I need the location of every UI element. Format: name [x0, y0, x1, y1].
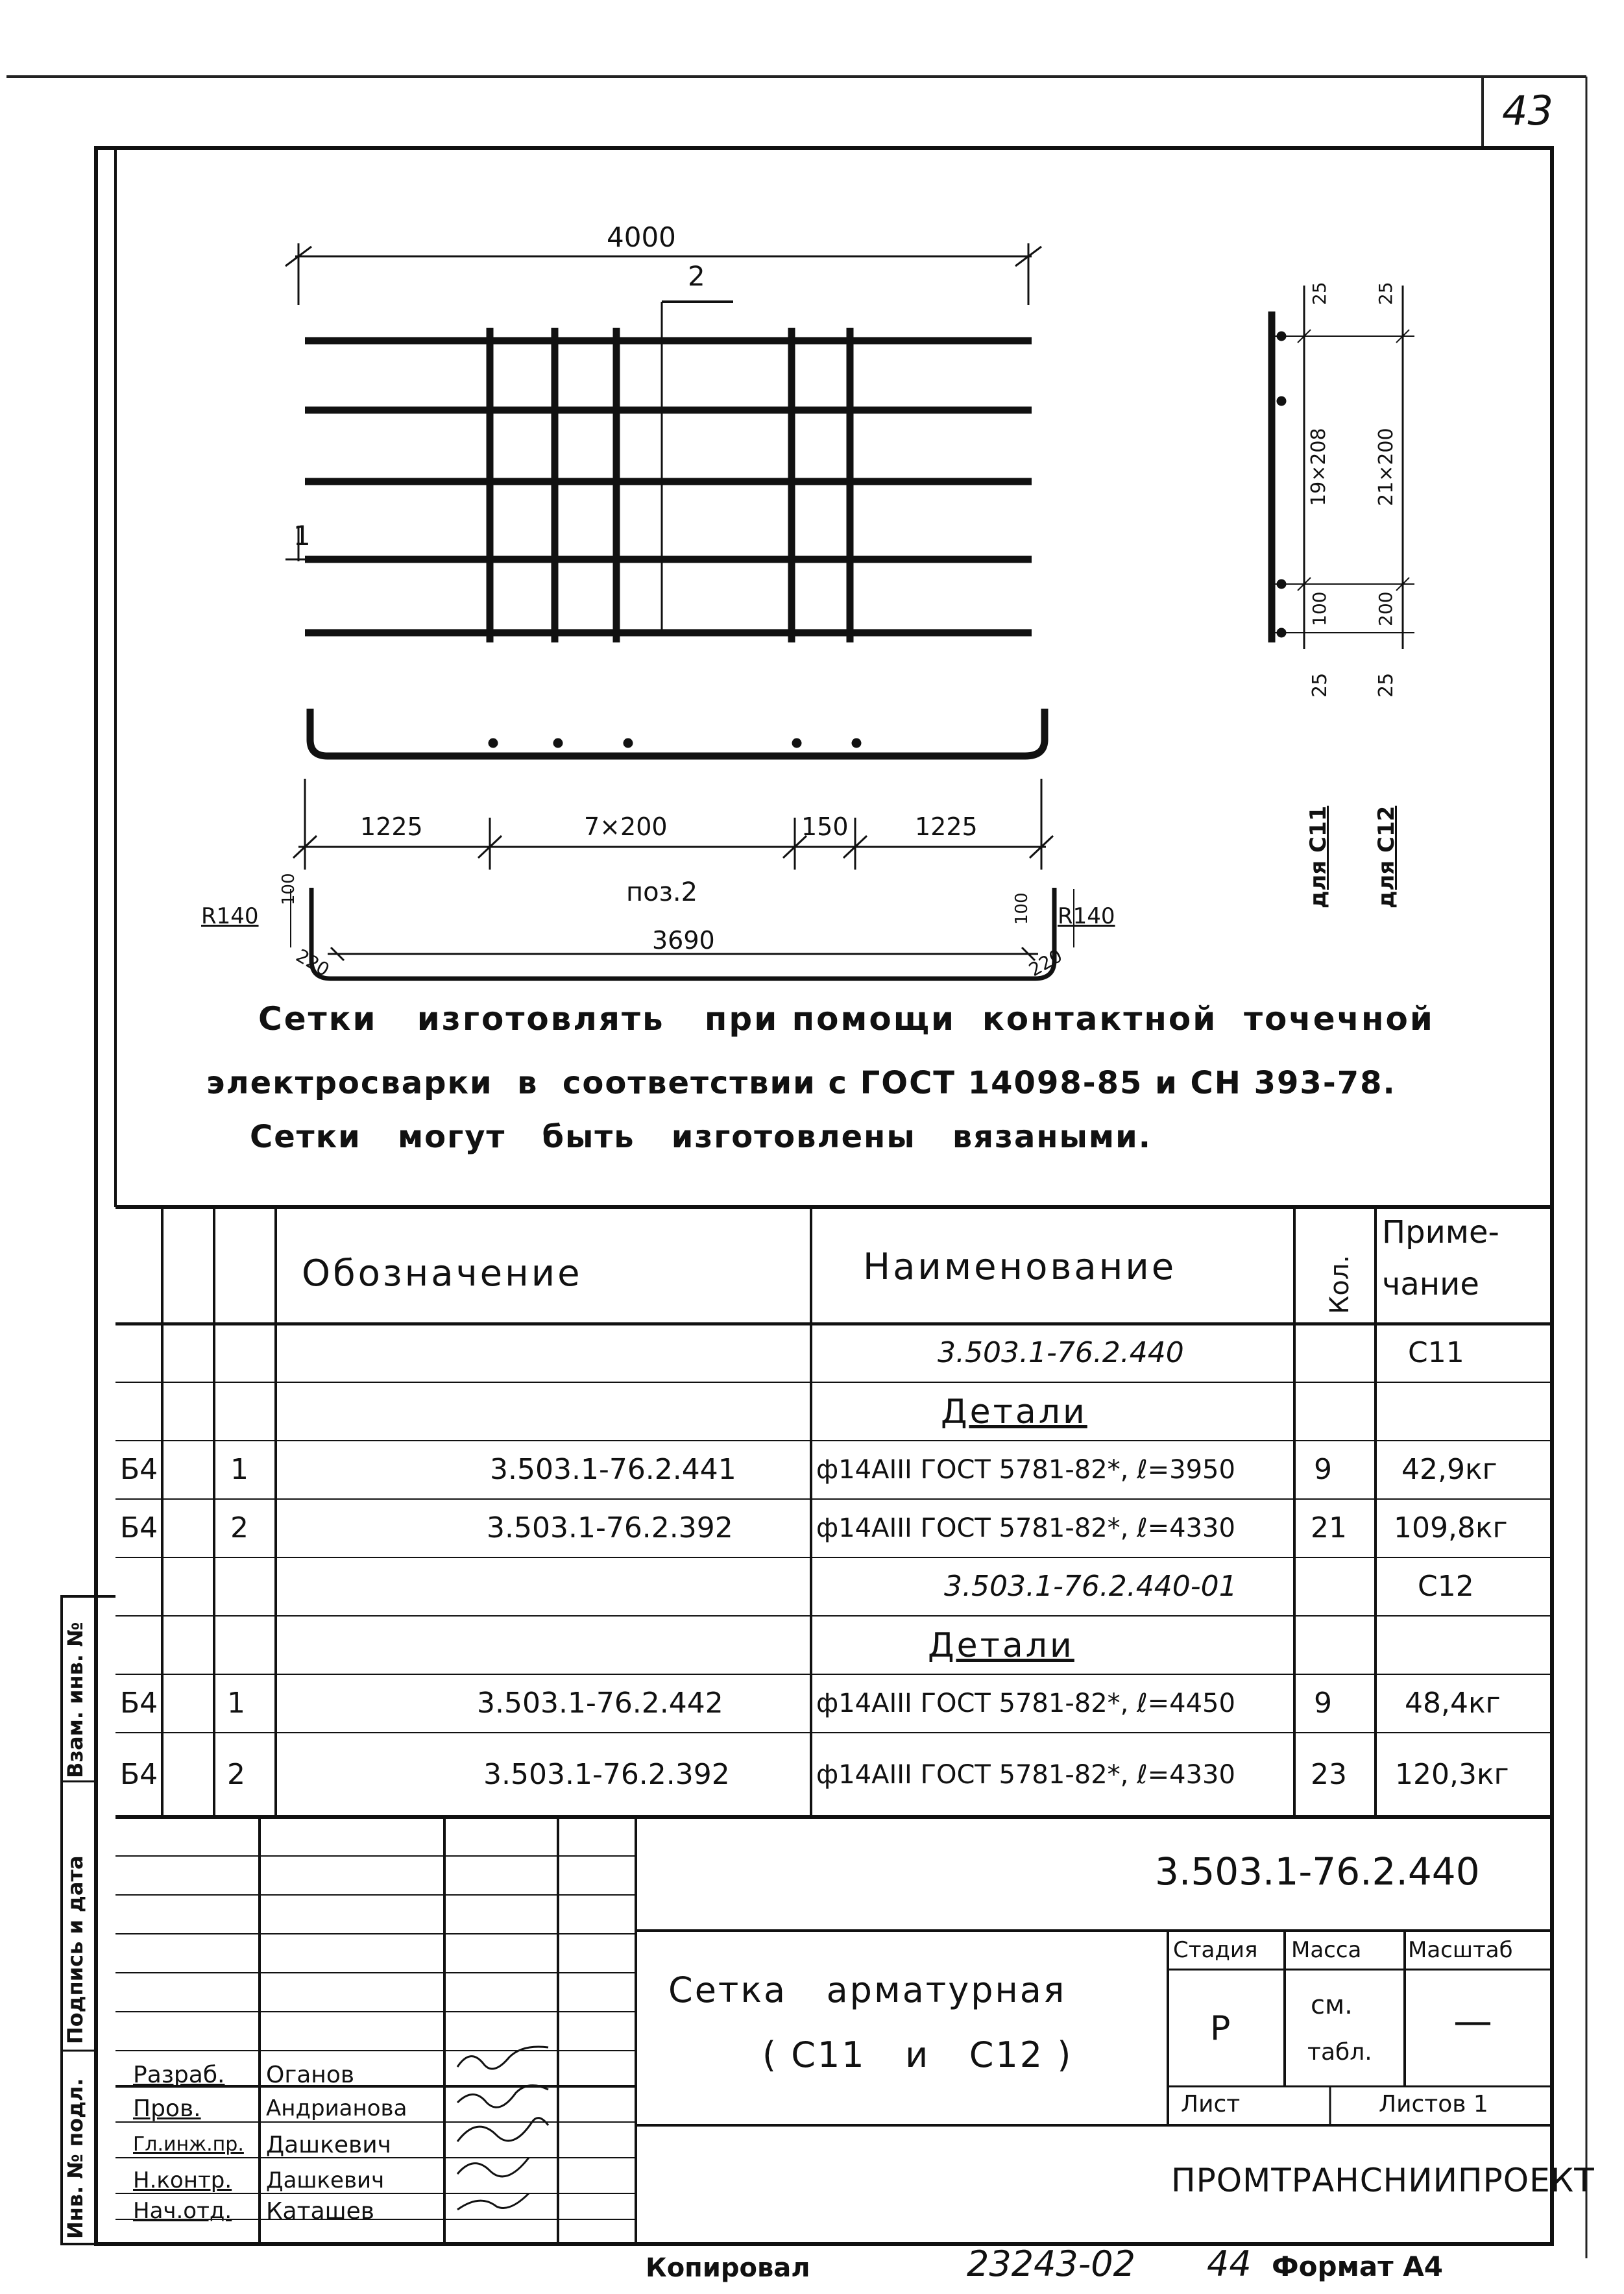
side-label-inv-podl: Инв. № подл. — [63, 2078, 88, 2239]
footer-page: 44 — [1207, 2243, 1252, 2284]
side-label-c12: для С12 — [1374, 805, 1400, 909]
row-2-qty: 9 — [1314, 1453, 1332, 1486]
name-4: Каташев — [266, 2198, 374, 2225]
side-label-podpis: Подпись и дата — [63, 1855, 88, 2044]
side-dim-21x200: 21×200 — [1375, 428, 1398, 506]
role-2: Гл.инж.пр. — [133, 2133, 244, 2156]
stamp-sheets-label: Листов 1 — [1379, 2091, 1488, 2117]
row-6-note: 48,4кг — [1405, 1687, 1501, 1720]
dim-220-left: 220 — [292, 944, 333, 981]
header-note-1: Приме- — [1382, 1214, 1499, 1251]
row-4-name: 3.503.1-76.2.440-01 — [944, 1570, 1237, 1603]
stamp-title-2: ( С11 и С12 ) — [762, 2034, 1073, 2075]
row-6-qty: 9 — [1314, 1687, 1332, 1720]
row-7-qty: 23 — [1311, 1758, 1347, 1791]
footer-copied: Копировал — [646, 2253, 810, 2283]
row-6-name: ф14АIII ГОСТ 5781-82*, ℓ=4450 — [816, 1689, 1235, 1718]
radius-left: R140 — [201, 903, 259, 929]
stamp-stage-label: Стадия — [1173, 1937, 1258, 1963]
role-4: Нач.отд. — [133, 2198, 232, 2224]
row-2-pos: 1 — [230, 1453, 248, 1486]
stamp-scale-label: Масштаб — [1408, 1937, 1513, 1963]
row-3-designation: 3.503.1-76.2.392 — [487, 1511, 733, 1544]
row-7-name: ф14АIII ГОСТ 5781-82*, ℓ=4330 — [816, 1760, 1235, 1790]
side-label-c11: для С11 — [1305, 805, 1331, 909]
row-1-name: Детали — [941, 1393, 1087, 1432]
stamp-mass-value-1: см. — [1311, 1990, 1353, 2020]
row-3-qty: 21 — [1311, 1511, 1347, 1544]
dim-3690: 3690 — [652, 926, 715, 955]
pos2-title: поз.2 — [626, 877, 698, 907]
stamp-stage-value: Р — [1210, 2009, 1231, 2048]
stamp-sheet-label: Лист — [1181, 2091, 1241, 2117]
pos-2-marker: 2 — [688, 260, 705, 292]
stamp-organization: ПРОМТРАНСНИИПРОЕКТ — [1171, 2162, 1595, 2199]
section-bar — [310, 709, 1045, 756]
row-6-fmt: Б4 — [120, 1687, 158, 1720]
side-label-vzam: Взам. инв. № — [63, 1622, 88, 1778]
side-dim-100: 100 — [1309, 591, 1330, 626]
row-6-designation: 3.503.1-76.2.442 — [477, 1687, 723, 1720]
header-qty: Кол. — [1325, 1254, 1355, 1314]
row-2-designation: 3.503.1-76.2.441 — [490, 1453, 736, 1486]
dim-100-left: 100 — [279, 873, 298, 905]
row-6-pos: 1 — [227, 1687, 245, 1720]
row-7-pos: 2 — [227, 1758, 245, 1791]
footer-format: Формат А4 — [1272, 2251, 1443, 2282]
row-0-name: 3.503.1-76.2.440 — [938, 1336, 1184, 1369]
side-dim-200: 200 — [1375, 591, 1396, 626]
header-name: Наименование — [863, 1246, 1177, 1288]
row-4-note: С12 — [1418, 1570, 1474, 1603]
row-5-name: Детали — [928, 1626, 1074, 1665]
dim-220-right: 220 — [1025, 944, 1066, 981]
side-dim-25b: 25 — [1375, 282, 1396, 305]
role-1: Пров. — [133, 2095, 201, 2122]
stamp-mass-label: Масса — [1291, 1937, 1362, 1963]
dim-7x200: 7×200 — [584, 812, 668, 841]
side-dim-25a: 25 — [1309, 282, 1330, 305]
name-1: Андрианова — [266, 2095, 407, 2121]
row-3-pos: 2 — [230, 1511, 248, 1544]
role-0: Разраб. — [133, 2062, 225, 2088]
name-3: Дашкевич — [266, 2167, 385, 2193]
name-0: Оганов — [266, 2062, 355, 2088]
dim-1225-right: 1225 — [915, 812, 978, 841]
side-dim-25d: 25 — [1375, 672, 1398, 698]
header-designation: Обозначение — [302, 1252, 583, 1295]
stamp-scale-value: — — [1453, 1999, 1492, 2044]
pos-1-marker: 1 — [293, 520, 311, 552]
page-number: 43 — [1502, 87, 1553, 134]
mesh-plan — [285, 243, 1041, 642]
side-dim-19x208: 19×208 — [1307, 428, 1330, 506]
row-2-name: ф14АIII ГОСТ 5781-82*, ℓ=3950 — [816, 1455, 1235, 1485]
header-note-2: чание — [1382, 1266, 1479, 1302]
row-3-name: ф14АIII ГОСТ 5781-82*, ℓ=4330 — [816, 1513, 1235, 1543]
row-7-note: 120,3кг — [1395, 1758, 1509, 1791]
row-7-fmt: Б4 — [120, 1758, 158, 1791]
note-line-1: Сетки изготовлять при помощи контактной точечной — [258, 1000, 1435, 1038]
note-line-3: Сетки могут быть изготовлены вязаными. — [250, 1119, 1152, 1155]
row-3-fmt: Б4 — [120, 1511, 158, 1544]
role-3: Н.контр. — [133, 2167, 232, 2193]
row-3-note: 109,8кг — [1394, 1511, 1508, 1544]
side-dim-25c: 25 — [1309, 672, 1331, 698]
dim-1225-left: 1225 — [360, 812, 423, 841]
dim-overall-length: 4000 — [607, 221, 676, 253]
radius-right: R140 — [1058, 903, 1115, 929]
row-2-fmt: Б4 — [120, 1453, 158, 1486]
stamp-title-1: Сетка арматурная — [668, 1970, 1067, 2010]
row-2-note: 42,9кг — [1401, 1453, 1497, 1486]
stamp-doc-code: 3.503.1-76.2.440 — [1155, 1849, 1480, 1894]
row-0-note: С11 — [1408, 1336, 1464, 1369]
dim-150: 150 — [801, 812, 849, 841]
row-7-designation: 3.503.1-76.2.392 — [483, 1758, 730, 1791]
dim-100-right: 100 — [1012, 892, 1032, 925]
note-line-2: электросварки в соответствии с ГОСТ 14098-85 и СН 393-78. — [206, 1065, 1396, 1101]
name-2: Дашкевич — [266, 2132, 391, 2158]
footer-number: 23243-02 — [967, 2243, 1135, 2284]
stamp-mass-value-2: табл. — [1307, 2039, 1372, 2066]
